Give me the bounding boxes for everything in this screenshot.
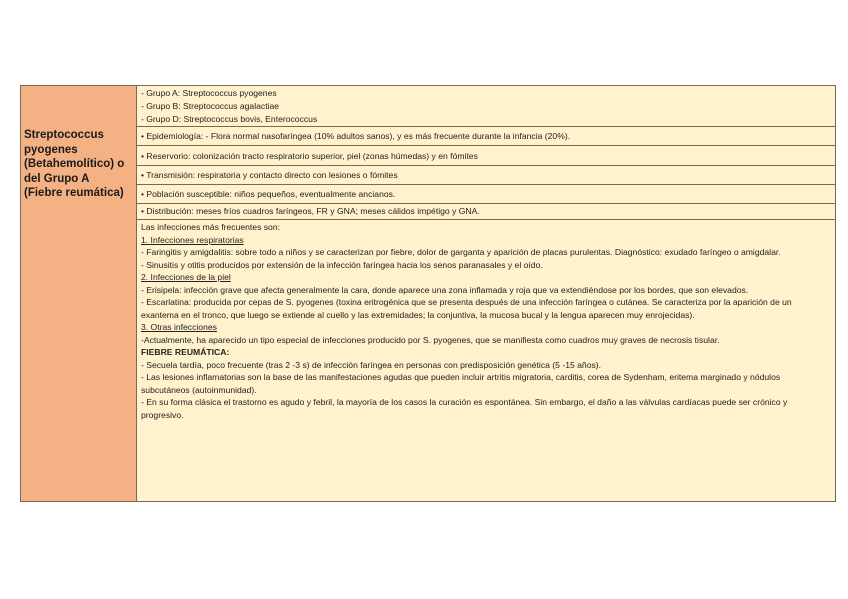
distribution-row [137,204,835,220]
section-heading: 2. Infecciones de la piel [141,272,231,282]
paragraph: - Sinusitis y otitis producidos por extensión de la infección faríngea hacia los senos paranasales y el oído. [141,259,543,270]
infections-row [137,220,835,503]
bullet-text: • Población susceptible: niños pequeños, eventualmente ancianos. [141,189,396,199]
paragraph: - En su forma clásica el trastorno es agudo y febril, la mayoría de los casos la curación es espontánea. Sin embargo, el daño a las válvulas cardíacas puede ser crónico y progresivo. [141,397,788,420]
group-item: - Grupo B: Streptococcus agalactiae [141,101,280,111]
bullet-text: • Epidemiología: - Flora normal nasofaríngea (10% adultos sanos), y es más frecuente durante la infancia (20%). [141,131,571,141]
title-line: pyogenes [24,143,78,156]
population-row [137,185,835,204]
infections-intro: Las infecciones más frecuentes son: [141,222,281,232]
title-line: (Betahemolítico) o [24,158,125,170]
section-heading-bold: FIEBRE REUMÁTICA: [141,347,230,357]
paragraph: - Las lesiones inflamatorias son la base de las manifestaciones agudas que pueden incluir artritis migratoria, carditis, corea de Sydenham, eritema marginado y nódulos subcutáneos (autoinmunidad). [141,372,781,395]
bullet-text: • Distribución: meses fríos cuadros faríngeos, FR y GNA; meses cálidos impétigo y GNA. [141,206,480,216]
paragraph: - Faringitis y amigdalitis: sobre todo a niños y se caracterizan por fiebre, dolor de garganta y aparición de placas purulentas. Diagnóstico: exudado faríngeo o amigdalar. [141,247,781,257]
paragraph: -Actualmente, ha aparecido un tipo especial de infecciones producido por S. pyogenes, que se manifiesta como cuadros muy graves de necrosis tisular. [141,334,720,345]
transmission-row [137,166,835,185]
section-heading: 3. Otras infecciones [141,322,217,332]
bullet-text: • Transmisión: respiratoria y contacto directo con lesiones o fómites [141,170,398,180]
right-column [137,86,835,501]
left-column [21,86,137,501]
title-line: del Grupo A [24,172,90,185]
paragraph: - Erisipela: infección grave que afecta generalmente la cara, donde aparece una zona inflamada y roja que va extendiéndose por los bordes, que son elevados. [141,284,749,295]
section-heading: 1. Infecciones respiratorias [141,234,244,245]
title-line: (Fiebre reumática) [24,187,124,199]
info-table [20,85,836,502]
title-line: Streptococcus [24,129,104,141]
epidemiology-row [137,127,835,146]
groups-row [137,86,835,127]
group-item: - Grupo D: Streptococcus bovis, Enterococcus [141,114,318,124]
group-item: - Grupo A: Streptococcus pyogenes [141,88,277,98]
paragraph: - Secuela tardía, poco frecuente (tras 2 -3 s) de infección faríngea en personas con predisposición genética (5 -15 años). [141,359,602,370]
paragraph: - Escarlatina: producida por cepas de S. pyogenes (toxina eritrogénica que se presenta después de una infección faríngea o cutánea. Se caracteriza por la aparición de un exantema en el tronco, que luego se extiende al cuello y las extremidades; la conjuntiva, la mucosa bucal y la lengua aparecen muy enrojecidas). [141,297,792,320]
reservoir-row [137,146,835,166]
organism-title [24,128,134,201]
bullet-text: • Reservorio: colonización tracto respiratorio superior, piel (zonas húmedas) y en fómites [141,151,478,161]
